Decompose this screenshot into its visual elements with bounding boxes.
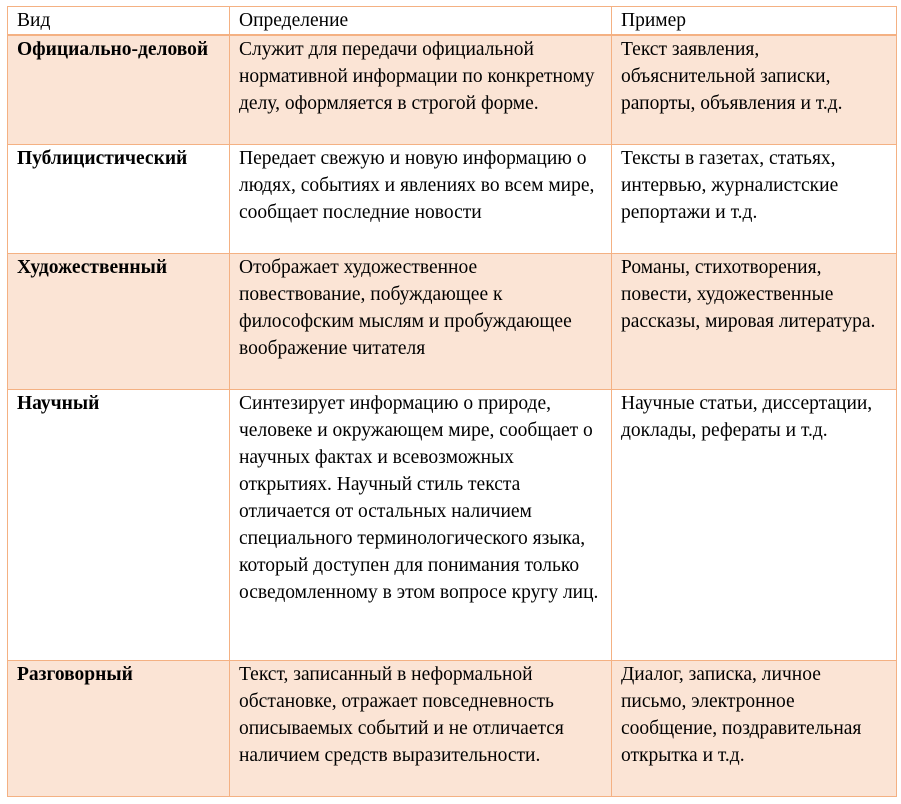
row-definition: Служит для передачи официальной нормативной информации по конкретному делу, оформляется в строгой форме.	[230, 35, 612, 145]
row-definition: Отображает художественное повествование, побуждающее к философским мыслям и пробуждающее воображение читателя	[230, 254, 612, 390]
row-kind: Научный	[8, 390, 230, 661]
row-example: Научные статьи, диссертации, доклады, рефераты и т.д.	[612, 390, 897, 661]
row-example: Тексты в газетах, статьях, интервью, журналистские репортажи и т.д.	[612, 145, 897, 254]
table-row	[8, 254, 897, 390]
row-example: Текст заявления, объяснительной записки, рапорты, объявления и т.д.	[612, 35, 897, 145]
table-row	[8, 145, 897, 254]
header-definition: Определение	[230, 7, 612, 36]
row-kind: Публицистический	[8, 145, 230, 254]
table-row	[8, 661, 897, 797]
row-kind: Художественный	[8, 254, 230, 390]
row-definition: Синтезирует информацию о природе, человеке и окружающем мире, сообщает о научных фактах и всевозможных открытиях. Научный стиль текста отличается от остальных наличием специального терминологического языка, который доступен для понимания только осведомленному в этом вопросе кругу лиц.	[230, 390, 612, 661]
row-kind: Разговорный	[8, 661, 230, 797]
table-row	[8, 35, 897, 145]
row-example: Диалог, записка, личное письмо, электронное сообщение, поздравительная открытка и т.д.	[612, 661, 897, 797]
header-example: Пример	[612, 7, 897, 36]
row-example: Романы, стихотворения, повести, художественные рассказы, мировая литература.	[612, 254, 897, 390]
row-definition: Передает свежую и новую информацию о людях, событиях и явлениях во всем мире, сообщает последние новости	[230, 145, 612, 254]
row-definition: Текст, записанный в неформальной обстановке, отражает повседневность описываемых событий и не отличается наличием средств выразительности.	[230, 661, 612, 797]
table-row	[8, 390, 897, 661]
text-styles-table	[7, 6, 897, 797]
header-row	[8, 7, 897, 36]
row-kind: Официально-деловой	[8, 35, 230, 145]
header-kind: Вид	[8, 7, 230, 36]
